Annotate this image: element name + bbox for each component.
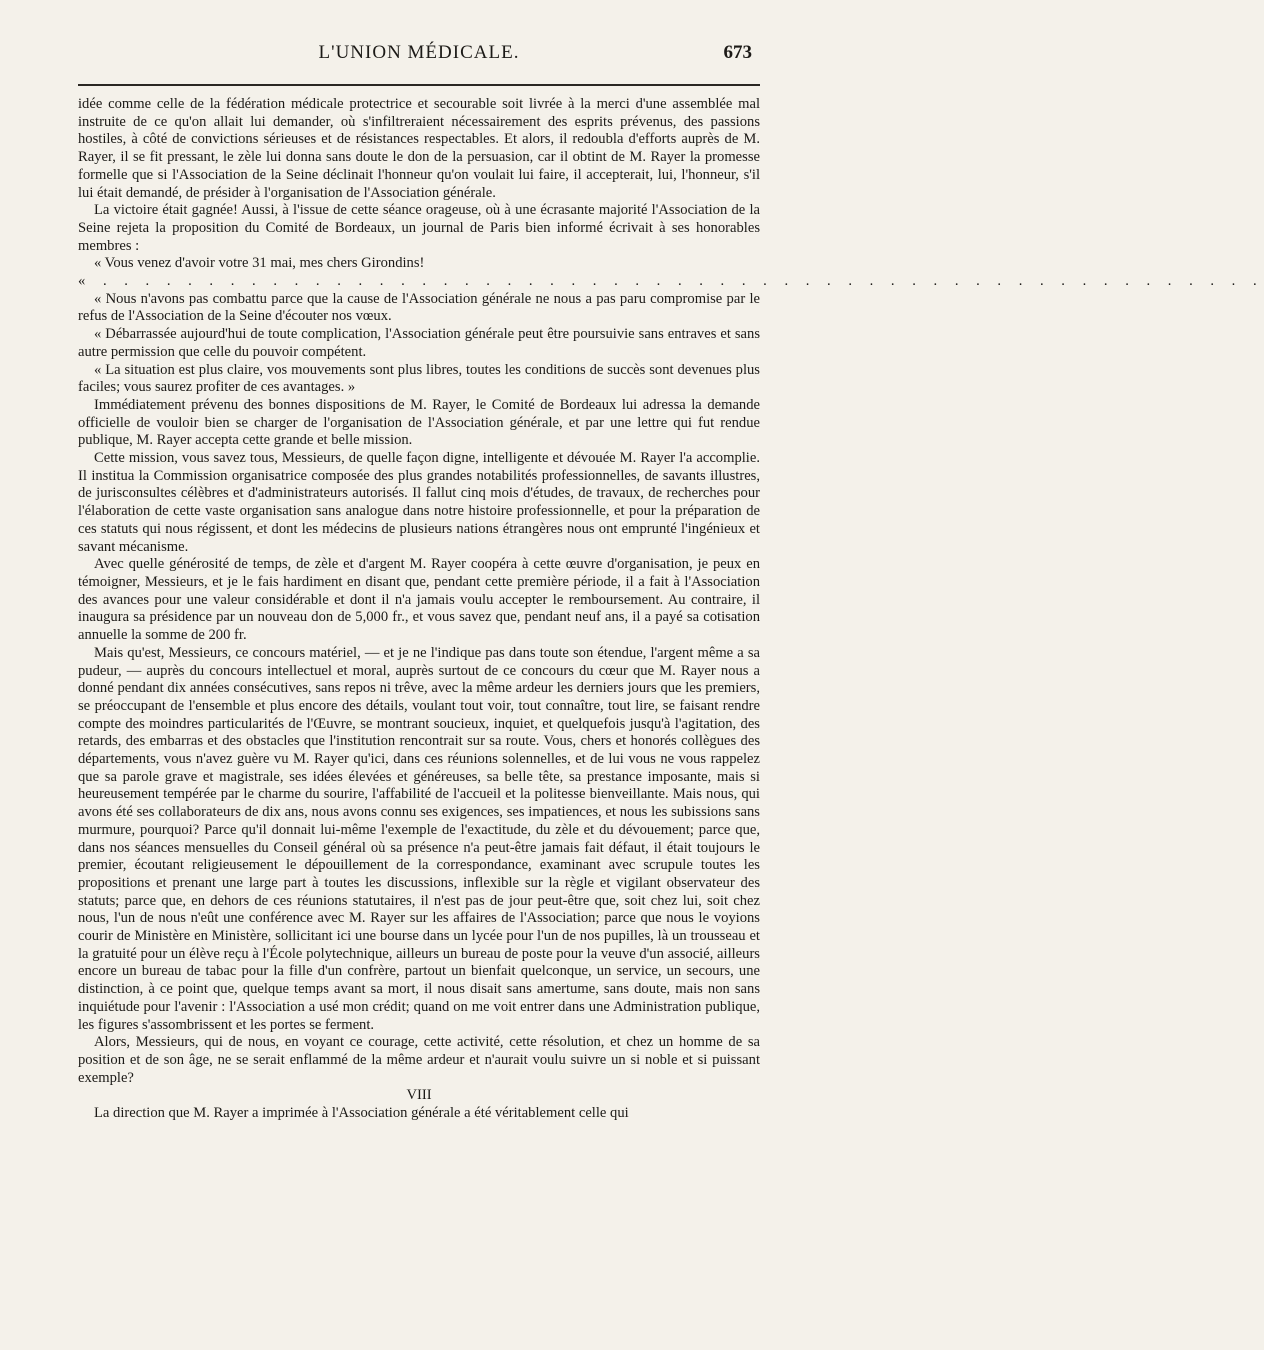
paragraph: « Vous venez d'avoir votre 31 mai, mes chers Girondins!: [94, 255, 425, 272]
paragraph: Cette mission, vous savez tous, Messieurs, de quelle façon digne, intelligente et dévouée M. Rayer l'a accomplie. Il institua la Commission organisatrice composée des plus grandes notabilités professionnelles, de savants illustres, de jurisconsultes célèbres et d'administrateurs autorisés. Il fallut cinq mois d'études, de travaux, de recherches pour l'élaboration de cette vaste organisation sans analogue dans notre histoire professionnelle, et pour la préparation de ces statuts qui nous régissent, et dont les médecins de plusieurs nations étrangères nous ont emprunté l'ingénieux et savant mécanisme.: [78, 450, 760, 555]
paragraph: Immédiatement prévenu des bonnes dispositions de M. Rayer, le Comité de Bordeaux lui adressa la demande officielle de vouloir bien se charger de l'organisation de l'Association générale, et par une lettre qui fut rendue publique, M. Rayer accepta cette grande et belle mission.: [78, 396, 760, 449]
header-rule: [78, 84, 760, 86]
closing-paragraph: La direction que M. Rayer a imprimée à l'Association générale a été véritablement celle qui: [94, 1105, 629, 1122]
section-number: VIII: [406, 1087, 432, 1104]
journal-title: L'UNION MÉDICALE.: [318, 42, 520, 63]
paragraph: La victoire était gagnée! Aussi, à l'issue de cette séance orageuse, où à une écrasante majorité l'Association de la Seine rejeta la proposition du Comité de Bordeaux, un journal de Paris bien informé écrivait à ses honorables membres :: [78, 202, 760, 254]
paragraph: « La situation est plus claire, vos mouvements sont plus libres, toutes les conditions de succès sont devenues plus faciles; vous saurez profiter de ces avantages. »: [78, 361, 760, 396]
running-header: [78, 40, 760, 80]
page-number: 673: [723, 42, 752, 63]
paragraph: Alors, Messieurs, qui de nous, en voyant ce courage, cette activité, cette résolution, et chez un homme de sa position et de son âge, ne se serait enflammé de la même ardeur et n'aurait voulu suivre un si noble et si puissant exemple?: [78, 1034, 760, 1086]
ellipsis-line: « . . . . . . . . . . . . . . . . . . . . . . . . . . . . . . . . . . . . . . . . . . . . . . . . . . . . . . .: [78, 273, 1264, 290]
paragraph: « Débarrassée aujourd'hui de toute complication, l'Association générale peut être poursuivie sans entraves et sans autre permission que celle du pouvoir compétent.: [78, 326, 760, 360]
paragraph: « Nous n'avons pas combattu parce que la cause de l'Association générale ne nous a pas paru compromise par le refus de l'Association de la Seine d'écouter nos vœux.: [78, 290, 760, 325]
paragraph: Mais qu'est, Messieurs, ce concours matériel, — et je ne l'indique pas dans toute son étendue, l'argent même a sa pudeur, — auprès du concours intellectuel et moral, auprès surtout de ce concours du cœur que M. Rayer nous a donné pendant dix années consécutives, sans repos ni trêve, avec la même ardeur les derniers jours que les premiers, se préoccupant de l'ensemble et plus encore des détails, voulant tout voir, tout connaître, tout lire, se faisant rendre compte des moindres particularités de l'Œuvre, se montrant soucieux, inquiet, et quelquefois jusqu'à l'agitation, des retards, des embarras et des obstacles que l'institution rencontrait sur sa route. Vous, chers et honorés collègues des départements, vous n'avez guère vu M. Rayer qu'ici, dans ces réunions solennelles, et de lui vous ne vous rappelez que sa parole grave et magistrale, ses idées élevées et généreuses, sa belle tête, sa prestance imposante, mais si heureusement tempérée par le charme du sourire, l'affabilité de l'accueil et la politesse bienveillante. Mais nous, qui avons été ses collaborateurs de dix ans, nous avons connu ses exigences, ses impatiences, et nous les subissions sans murmure, pourquoi? Parce qu'il donnait lui-même l'exemple de l'exactitude, du zèle et du dévouement; parce que, dans nos séances mensuelles du Conseil général où sa présence n'a peut-être jamais fait défaut, il était toujours le premier, écoutant religieusement le dépouillement de la correspondance, examinant avec scrupule toutes les propositions et prenant une large part à toutes les discussions, inflexible sur la règle et vigilant observateur des statuts; parce que, en dehors de ces réunions statutaires, il n'est pas de jour peut-être que, soit chez lui, soit chez nous, l'un de nous n'eût une conférence avec M. Rayer sur les affaires de l'Association; parce que nous le voyions courir de Ministère en Ministère, sollicitant ici une bourse dans un lycée pour l'un de nos pupilles, là un trousseau et la gratuité pour un élève reçu à l'École polytechnique, ailleurs un bureau de poste pour la veuve d'un associé, ailleurs encore un bureau de tabac pour la fille d'un confrère, partout un bienfait quelconque, un service, un secours, une distinction, à ce point que, quelque temps avant sa mort, il nous disait sans amertume, sans doute, mais non sans inquiétude pour l'avenir : l'Association a usé mon crédit; quand on me voit entrer dans une Administration publique, les figures s'assombrissent et les portes se ferment.: [78, 644, 760, 1033]
paragraph: Avec quelle générosité de temps, de zèle et d'argent M. Rayer coopéra à cette œuvre d'organisation, je peux en témoigner, Messieurs, et je le fais hardiment en disant que, pendant cette première période, il a fait à l'Association des avances pour une valeur considérable et dont il n'a jamais voulu accepter le remboursement. Au contraire, il inaugura sa présidence par un nouveau don de 5,000 fr., et vous savez que, pendant neuf ans, il a payé sa cotisation annuelle la somme de 200 fr.: [78, 556, 760, 644]
paragraph: idée comme celle de la fédération médicale protectrice et secourable soit livrée à la merci d'une assemblée mal instruite de ce qu'on allait lui demander, où s'infiltreraient nécessairement des esprits prévenus, des passions hostiles, à côté de convictions sérieuses et de résistances respectables. Et alors, il redoubla d'efforts auprès de M. Rayer, il se fit pressant, le zèle lui donna sans doute le don de la persuasion, car il obtint de M. Rayer la promesse formelle que si l'Association de la Seine déclinait l'honneur qu'on voulait lui faire, il accepterait, lui, l'honneur, s'il lui était demandé, de présider à l'organisation de l'Association générale.: [78, 96, 760, 201]
body-text: [78, 96, 1264, 1123]
